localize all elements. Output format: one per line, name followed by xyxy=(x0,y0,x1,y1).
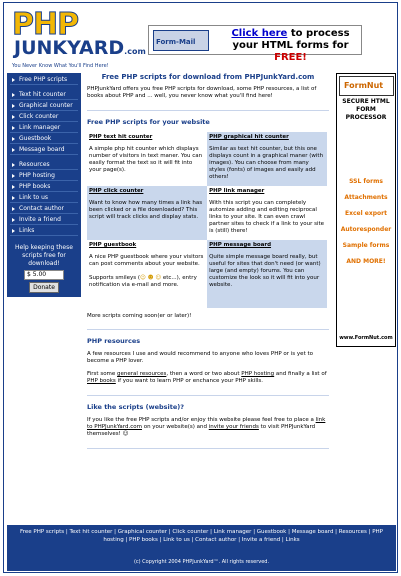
divider xyxy=(87,395,329,396)
script-cell-guestbook xyxy=(87,240,207,308)
script-title-link[interactable]: PHP message board xyxy=(209,242,272,248)
script-desc-more: etc...), entry notification via e-mail and more. xyxy=(89,275,197,288)
more-scripts-text: More scripts coming soon(er or later)! xyxy=(87,313,192,319)
sidebar-item-label: PHP books xyxy=(19,183,51,190)
arrow-bullet-icon xyxy=(12,126,15,130)
script-title-link[interactable]: PHP graphical hit counter xyxy=(209,134,289,140)
footer-copyright: (c) Copyright 2004 PHPJunkYard™. All rights reserved. xyxy=(133,559,270,565)
sidebar-item-free-php-scripts[interactable] xyxy=(10,75,78,85)
arrow-bullet-icon xyxy=(12,78,15,82)
sidebar-item-label: Text hit counter xyxy=(19,91,66,98)
php-books-link[interactable]: PHP books xyxy=(87,378,116,384)
script-title-link[interactable]: PHP link manager xyxy=(209,188,265,194)
sidebar-item-label: Link manager xyxy=(19,124,61,131)
ad-feature: SSL forms xyxy=(349,178,383,185)
arrow-bullet-icon xyxy=(12,115,15,119)
divider xyxy=(87,329,329,330)
arrow-bullet-icon xyxy=(12,148,15,152)
sidebar-item-label: Resources xyxy=(19,161,50,168)
script-desc: Quite simple message board really, but useful for sites that don't need (or want) large (and empty) forums. You can customize the look so it will fit into your website. xyxy=(209,254,321,288)
formnut-logo: FormNut xyxy=(339,76,394,96)
footer xyxy=(7,525,396,571)
logo-php-text: PHP xyxy=(12,7,79,42)
ad-feature: Autoresponder xyxy=(340,226,392,233)
smiley-icons: ☺ ☻ ☺ xyxy=(140,275,162,281)
sidebar-item-guestbook[interactable] xyxy=(10,134,78,144)
resources-paragraph-2: First some general resources, then a word or two about PHP hosting and finally a list of PHP books if you want to learn PHP or enchance your PHP skills. xyxy=(87,371,327,384)
page-frame xyxy=(3,2,398,573)
sidebar-item-click-counter[interactable] xyxy=(10,112,78,122)
arrow-bullet-icon xyxy=(12,207,15,211)
sidebar-item-graphical-counter[interactable] xyxy=(10,101,78,111)
sidebar-item-php-books[interactable] xyxy=(10,182,78,192)
script-desc: With this script you can completely automize adding and editing reciprocal links to your site. It can even crawl partner sites to check if a link to your site is (still) there! xyxy=(209,200,325,234)
ad-feature: AND MORE! xyxy=(346,258,386,265)
sidebar-item-label: Free PHP scripts xyxy=(19,76,68,83)
sidebar-item-label: Graphical counter xyxy=(19,102,73,109)
sidebar-item-label: PHP hosting xyxy=(19,172,55,179)
script-cell-click-counter xyxy=(87,186,207,240)
banner-text: Click here to process your HTML forms for FREE! xyxy=(231,28,350,63)
arrow-bullet-icon xyxy=(12,93,15,97)
script-cell-graphical-counter xyxy=(207,132,327,186)
script-cell-message-board xyxy=(207,240,327,308)
link-to-us-link[interactable]: link to PHPJunkYard.com xyxy=(87,417,326,430)
sidebar-item-label: Invite a friend xyxy=(19,216,61,223)
script-title-link[interactable]: PHP click counter xyxy=(89,188,144,194)
sidebar-item-label: Guestbook xyxy=(19,135,52,142)
scripts-section-heading: Free PHP scripts for your website xyxy=(87,118,210,126)
donate-text: Help keeping these scripts free for download! xyxy=(15,244,73,267)
script-cell-link-manager xyxy=(207,186,327,240)
script-cell-text-counter xyxy=(87,132,207,186)
sidebar-item-php-hosting[interactable] xyxy=(10,171,78,181)
formnut-ad[interactable] xyxy=(336,73,396,347)
arrow-bullet-icon xyxy=(12,196,15,200)
arrow-bullet-icon xyxy=(12,137,15,141)
main-content xyxy=(87,73,329,449)
arrow-bullet-icon xyxy=(12,174,15,178)
header xyxy=(4,3,397,71)
script-title-link[interactable]: PHP guestbook xyxy=(89,242,137,248)
donate-box xyxy=(10,244,78,293)
ad-feature: Sample forms xyxy=(342,242,390,249)
logo-tagline: You Never Know What You'll Find Here! xyxy=(12,63,109,69)
sidebar-item-links[interactable] xyxy=(10,226,78,236)
sidebar-item-link-to-us[interactable] xyxy=(10,193,78,203)
left-sidebar xyxy=(7,73,81,297)
invite-friends-link[interactable]: invite your friends xyxy=(208,424,259,430)
site-logo[interactable] xyxy=(10,7,146,69)
formmail-banner[interactable] xyxy=(148,25,362,63)
donate-amount-input[interactable]: $ 5.00 xyxy=(24,270,64,280)
script-desc-smileys: Supports smileys ( xyxy=(89,275,141,281)
sidebar-item-label: Click counter xyxy=(19,113,59,120)
script-desc: Want to know how many times a link has been clicked or a file downloaded? This script will track clicks and display stats. xyxy=(89,200,203,220)
ad-feature: Excel export xyxy=(345,210,387,217)
arrow-bullet-icon xyxy=(12,104,15,108)
resources-section-heading: PHP resources xyxy=(87,337,141,345)
divider xyxy=(87,110,329,111)
resources-paragraph-1: A few resources I use and would recommend to anyone who loves PHP or is yet to become a PHP lover. xyxy=(87,351,313,364)
sidebar-item-invite-a-friend[interactable] xyxy=(10,215,78,225)
page-title: Free PHP scripts for download from PHPJunkYard.com xyxy=(101,73,315,81)
sidebar-item-contact-author[interactable] xyxy=(10,204,78,214)
script-desc: Similar as text hit counter, but this one displays count in a graphical maner (with images). You can choose from many styles (fonts) of images and easily add others! xyxy=(209,146,324,180)
php-hosting-link[interactable]: PHP hosting xyxy=(241,371,275,377)
like-paragraph: If you like the free PHP scripts and/or enjoy this website please feel free to place a link to PHPJunkYard.com on your website(s) and invite your friends to visit PHPJunkYard themselves! ☺ xyxy=(87,417,326,437)
sidebar-item-text-hit-counter[interactable] xyxy=(10,90,78,100)
sidebar-item-resources[interactable] xyxy=(10,160,78,170)
banner-click-here-link[interactable]: Click here xyxy=(231,28,288,39)
logo-junkyard-text: JUNKYARD.com xyxy=(14,37,146,59)
footer-links[interactable]: Free PHP scripts | Text hit counter | Graphical counter | Click counter | Link manager | Guestbook | Message board | Resources | PHP hosting | PHP books | Link to us | Contact author | Invite a friend | Links xyxy=(19,529,383,543)
sidebar-item-label: Contact author xyxy=(19,205,65,212)
sidebar-item-link-manager[interactable] xyxy=(10,123,78,133)
script-desc: A nice PHP guestbook where your visitors can post comments about your website. xyxy=(89,254,204,267)
sidebar-item-label: Link to us xyxy=(19,194,49,201)
ad-feature: Attachments xyxy=(344,194,388,201)
ad-heading: SECURE HTML FORM PROCESSOR xyxy=(342,98,390,121)
arrow-bullet-icon xyxy=(12,229,15,233)
sidebar-item-message-board[interactable] xyxy=(10,145,78,155)
intro-paragraph: PHPJunkYard offers you free PHP scripts for download, some PHP resources, a list of books about PHP and ... well, you never know what you'll find here! xyxy=(87,86,317,99)
sidebar-item-label: Links xyxy=(19,227,35,234)
arrow-bullet-icon xyxy=(12,163,15,167)
divider xyxy=(87,448,329,449)
formmail-logo: Form-Mail xyxy=(153,30,209,51)
scripts-grid xyxy=(87,132,327,308)
donate-button[interactable]: Donate xyxy=(29,282,59,293)
ad-url: www.FormNut.com xyxy=(339,335,393,341)
script-desc: A simple php hit counter which displays number of visitors in text maner. You can easily format the text so it will fit into your page(s). xyxy=(89,146,203,173)
script-title-link[interactable]: PHP text hit counter xyxy=(89,134,153,140)
arrow-bullet-icon xyxy=(12,185,15,189)
general-resources-link[interactable]: general resources xyxy=(117,371,167,377)
arrow-bullet-icon xyxy=(12,218,15,222)
like-section-heading: Like the scripts (website)? xyxy=(87,403,185,411)
sidebar-item-label: Message board xyxy=(19,146,65,153)
